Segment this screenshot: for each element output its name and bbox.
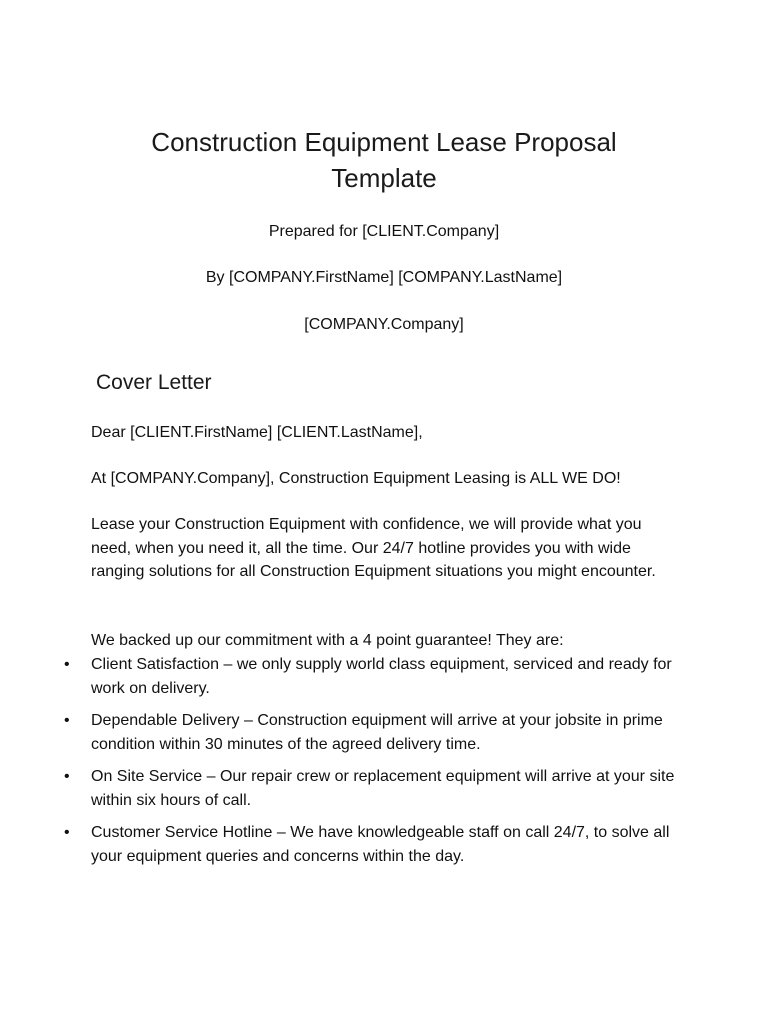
bullet-icon: • xyxy=(64,712,70,729)
salutation: Dear [CLIENT.FirstName] [CLIENT.LastName], xyxy=(91,424,423,441)
guarantee-text: Customer Service Hotline – We have knowledgeable staff on call 24/7, to solve all your equipment queries and concerns within the day. xyxy=(91,824,670,865)
list-item xyxy=(60,821,681,868)
author-line: By [COMPANY.FirstName] [COMPANY.LastName] xyxy=(205,269,563,286)
guarantee-intro: We backed up our commitment with a 4 point guarantee! They are: xyxy=(91,632,564,649)
guarantee-list xyxy=(60,653,700,877)
list-item xyxy=(60,709,681,756)
bullet-icon: • xyxy=(64,768,70,785)
list-item xyxy=(60,765,681,812)
title-line-1: Construction Equipment Lease Proposal xyxy=(151,127,617,157)
guarantee-text: On Site Service – Our repair crew or replacement equipment will arrive at your site within six hours of call. xyxy=(91,768,675,809)
guarantee-text: Client Satisfaction – we only supply world class equipment, serviced and ready for work on delivery. xyxy=(91,656,672,697)
prepared-for-line: Prepared for [CLIENT.Company] xyxy=(268,223,500,240)
title-line-2: Template xyxy=(331,163,437,193)
list-item xyxy=(60,653,681,700)
bullet-icon: • xyxy=(64,824,70,841)
section-heading: Cover Letter xyxy=(96,371,212,394)
guarantee-text: Dependable Delivery – Construction equipment will arrive at your jobsite in prime condition within 30 minutes of the agreed delivery time. xyxy=(91,712,663,753)
body-paragraph: Lease your Construction Equipment with confidence, we will provide what you need, when you need it, all the time. Our 24/7 hotline provides you with wide ranging solutions for all Construction Equipment situations you might encounter. xyxy=(91,516,656,580)
intro-paragraph: At [COMPANY.Company], Construction Equipment Leasing is ALL WE DO! xyxy=(91,470,621,487)
company-line: [COMPANY.Company] xyxy=(304,316,464,333)
document-title xyxy=(0,124,768,196)
bullet-icon: • xyxy=(64,656,70,673)
